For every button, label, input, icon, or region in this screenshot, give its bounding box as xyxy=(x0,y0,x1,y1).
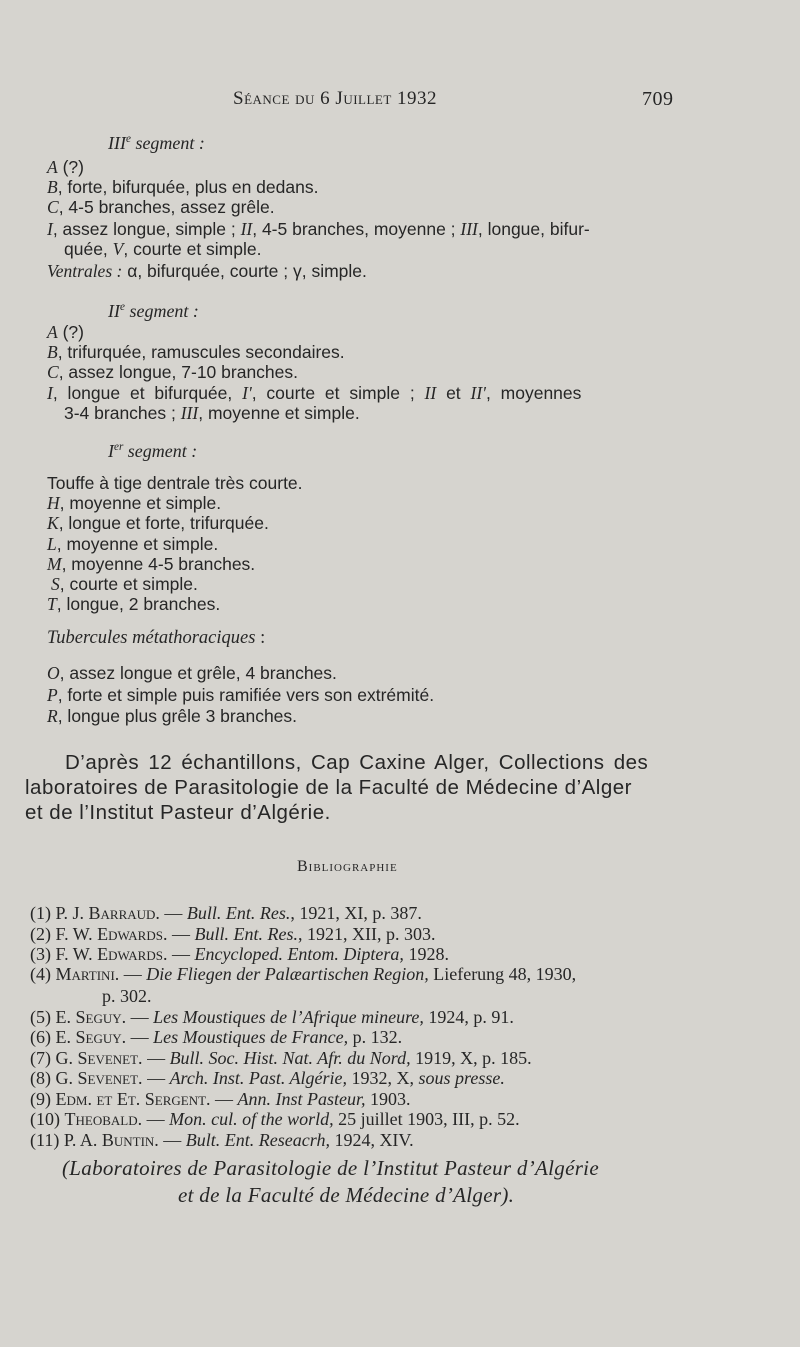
bibliography-entry xyxy=(30,1048,532,1069)
running-title: Séance du 6 Juillet 1932 xyxy=(233,88,438,109)
entry-details: 1903. xyxy=(365,1089,411,1109)
entry-details: 1924, XIV. xyxy=(329,1130,414,1150)
seg1-line-m: M, moyenne 4-5 branches. xyxy=(47,554,256,574)
entry-author: P. A. Buntin. xyxy=(63,1130,159,1150)
entry-details: Lieferung 48, 1930, xyxy=(428,964,577,984)
paragraph-line-2: laboratoires de Parasitologie de la Faculté de Médecine d’Alger xyxy=(25,776,632,799)
entry-title: Die Fliegen der Palæartischen Region, xyxy=(146,964,429,984)
paragraph-line-3: et de l’Institut Pasteur d’Algérie. xyxy=(25,801,331,824)
entry-dash: — xyxy=(171,924,190,944)
entry-title: Bult. Ent. Reseacrh, xyxy=(185,1130,330,1150)
entry-title: Bull. Soc. Hist. Nat. Afr. du Nord, xyxy=(169,1048,411,1068)
entry-author: F. W. Edwards. xyxy=(55,924,168,944)
entry-details: 1919, X, p. 185. xyxy=(410,1048,532,1068)
entry-number: (9) xyxy=(30,1089,51,1109)
entry-title: Les Moustiques de l’Afrique mineure, xyxy=(153,1007,424,1027)
entry-dash: — xyxy=(123,964,142,984)
entry-details: p. 132. xyxy=(348,1027,403,1047)
entry-dash: — xyxy=(215,1089,234,1109)
entry-details: , 1921, XII, p. 303. xyxy=(297,924,436,944)
entry-details: 1924, p. 91. xyxy=(423,1007,514,1027)
entry-title: Bull. Ent. Res. xyxy=(186,903,291,923)
entry-number: (7) xyxy=(30,1048,51,1068)
seg1-line-h: H, moyenne et simple. xyxy=(47,493,222,513)
entry-dash: — xyxy=(147,1048,166,1068)
bibliography-entry xyxy=(102,986,152,1007)
entry-title: Ann. Inst Pasteur, xyxy=(237,1089,366,1109)
entry-number: (3) xyxy=(30,944,51,964)
entry-dash: — xyxy=(130,1007,149,1027)
seg3-line-cont: quée, V, courte et simple. xyxy=(64,239,262,259)
entry-dash: — xyxy=(146,1109,165,1129)
seg2-line-c: C, assez longue, 7-10 branches. xyxy=(47,362,299,382)
entry-note: sous presse. xyxy=(418,1068,505,1088)
tubercules-heading: Tubercules métathoraciques : xyxy=(47,628,266,648)
entry-number: (5) xyxy=(30,1007,51,1027)
entry-author: Martini. xyxy=(55,964,120,984)
entry-details: p. 302. xyxy=(102,986,152,1006)
entry-author: E. Seguy. xyxy=(55,1007,127,1027)
entry-title: Mon. cul. of the world, xyxy=(169,1109,334,1129)
entry-details: 1932, X, xyxy=(347,1068,419,1088)
entry-dash: — xyxy=(147,1068,166,1088)
bibliography-entry xyxy=(30,1007,514,1028)
entry-number: (8) xyxy=(30,1068,51,1088)
bibliography-heading: Bibliographie xyxy=(297,858,398,875)
entry-details: 1928. xyxy=(403,944,449,964)
seg3-line-ventrales: Ventrales : α, bifurquée, courte ; γ, simple. xyxy=(47,261,367,281)
seg2-line-a: A (?) xyxy=(47,322,84,342)
seg3-line-i: I, assez longue, simple ; II, 4-5 branches, moyenne ; III, longue, bifur- xyxy=(47,219,590,239)
bibliography-entry xyxy=(30,1109,520,1130)
entry-title: Les Moustiques de France, xyxy=(153,1027,349,1047)
entry-dash: — xyxy=(171,944,190,964)
tub-line-r: R, longue plus grêle 3 branches. xyxy=(47,706,298,726)
entry-details: 25 juillet 1903, III, p. 52. xyxy=(333,1109,520,1129)
entry-title: Encycloped. Entom. Diptera, xyxy=(194,944,404,964)
tub-line-o: O, assez longue et grêle, 4 branches. xyxy=(47,663,337,683)
seg2-line-b: B, trifurquée, ramuscules secondaires. xyxy=(47,342,345,362)
entry-title: Arch. Inst. Past. Algérie, xyxy=(169,1068,348,1088)
page-number: 709 xyxy=(642,88,674,110)
seg1-line-t: T, longue, 2 branches. xyxy=(47,594,221,614)
entry-author: F. W. Edwards. xyxy=(55,944,168,964)
seg3-line-a: A (?) xyxy=(47,157,84,177)
seg1-line-touffe: Touffe à tige dentrale très courte. xyxy=(47,473,303,493)
bibliography-entry xyxy=(30,964,576,985)
bibliography-entry xyxy=(30,924,435,945)
entry-author: E. Seguy. xyxy=(55,1027,127,1047)
entry-details: , 1921, XI, p. 387. xyxy=(290,903,422,923)
seg3-line-b: B, forte, bifurquée, plus en dedans. xyxy=(47,177,319,197)
entry-number: (1) xyxy=(30,903,51,923)
entry-dash: — xyxy=(163,1130,182,1150)
seg1-line-k: K, longue et forte, trifurquée. xyxy=(47,513,269,533)
entry-author: Theobald. xyxy=(64,1109,143,1129)
affiliation-line-1: (Laboratoires de Parasitologie de l’Institut Pasteur d’Algérie xyxy=(62,1156,599,1180)
entry-number: (6) xyxy=(30,1027,51,1047)
paragraph-line-1: D’après 12 échantillons, Cap Caxine Alger, Collections des xyxy=(65,751,649,774)
entry-dash: — xyxy=(130,1027,149,1047)
bibliography-entry xyxy=(30,1068,505,1089)
seg1-line-s: S, courte et simple. xyxy=(51,574,198,594)
segment2-heading: IIe segment : xyxy=(108,301,199,321)
affiliation-line-2: et de la Faculté de Médecine d’Alger). xyxy=(178,1183,515,1207)
entry-author: G. Sevenet. xyxy=(55,1068,143,1088)
segment1-heading: Ier segment : xyxy=(108,441,198,461)
tub-line-p: P, forte et simple puis ramifiée vers son extrémité. xyxy=(47,685,435,705)
entry-number: (2) xyxy=(30,924,51,944)
entry-title: Bull. Ent. Res. xyxy=(194,924,298,944)
seg2-line-cont: 3-4 branches ; III, moyenne et simple. xyxy=(64,403,360,423)
entry-dash: — xyxy=(164,903,183,923)
bibliography-entry xyxy=(30,1130,414,1151)
seg1-line-l: L, moyenne et simple. xyxy=(47,534,219,554)
bibliography-entry xyxy=(30,903,422,924)
seg2-line-i: I, longue et bifurquée, I', courte et simple ; II et II', moyennes xyxy=(47,383,582,403)
entry-author: P. J. Barraud. xyxy=(55,903,160,923)
seg3-line-c: C, 4-5 branches, assez grêle. xyxy=(47,197,275,217)
entry-number: (11) xyxy=(30,1130,60,1150)
bibliography-entry xyxy=(30,1089,411,1110)
entry-author: G. Sevenet. xyxy=(55,1048,143,1068)
bibliography-entry xyxy=(30,1027,402,1048)
segment3-heading: IIIe segment : xyxy=(108,133,205,153)
entry-number: (4) xyxy=(30,964,51,984)
entry-author: Edm. et Et. Sergent. xyxy=(55,1089,211,1109)
entry-number: (10) xyxy=(30,1109,60,1129)
bibliography-entry xyxy=(30,944,449,965)
